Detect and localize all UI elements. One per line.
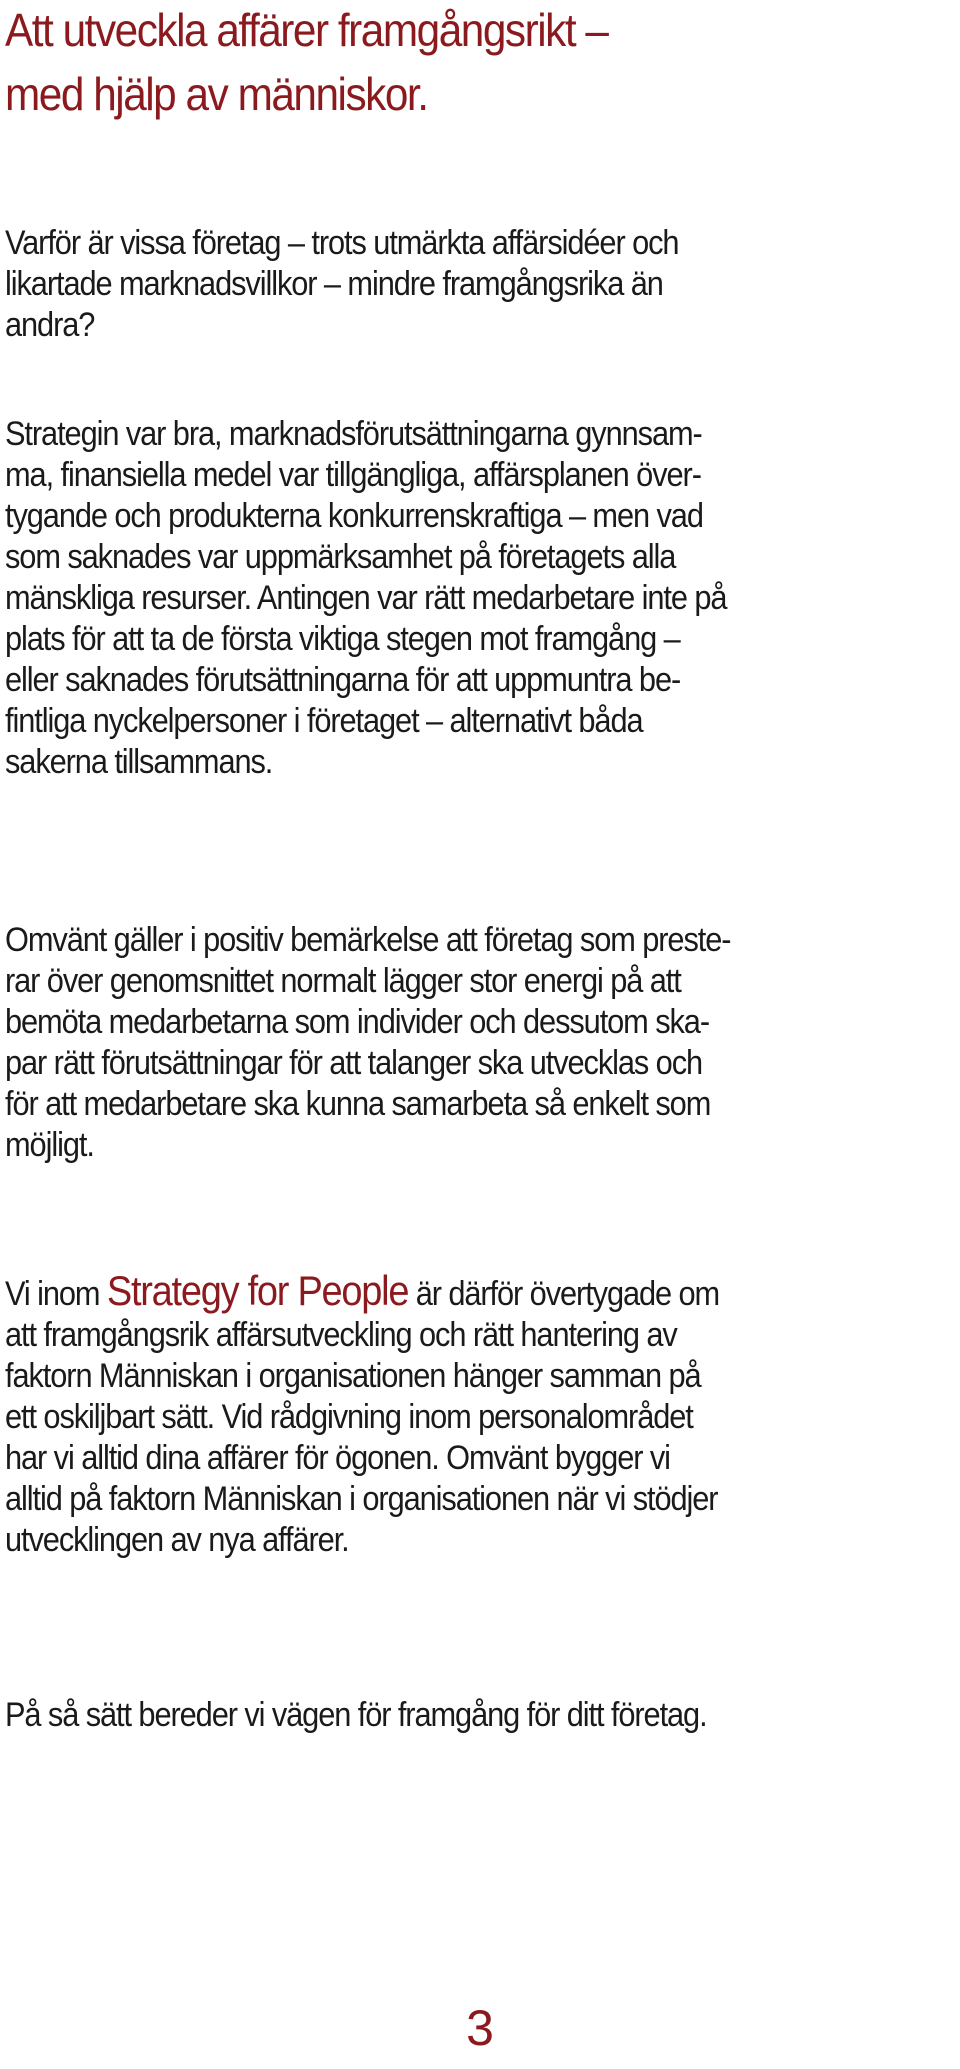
- paragraph-conversely: [5, 920, 955, 1166]
- page-number: 3: [466, 2000, 494, 2056]
- paragraph-line: bemöta medarbetarna som individer och dessutom ska-: [5, 1003, 709, 1041]
- paragraph-strategy-for-people: [5, 1267, 955, 1561]
- intro-line: Varför är vissa företag – trots utmärkta affärsidéer och: [5, 224, 679, 262]
- paragraph-line: har vi alltid dina affärer för ögonen. Omvänt bygger vi: [5, 1439, 670, 1477]
- title-line-2: med hjälp av människor.: [5, 68, 428, 120]
- paragraph-line: ma, finansiella medel var tillgängliga, affärsplanen över-: [5, 456, 701, 494]
- paragraph-line: att framgångsrik affärsutveckling och rätt hantering av: [5, 1316, 677, 1354]
- after-brand-text: är därför övertygade om: [408, 1275, 720, 1313]
- paragraph-line: eller saknades förutsättningarna för att uppmuntra be-: [5, 661, 681, 699]
- page-title: [5, 0, 960, 126]
- paragraph-line: ett oskiljbart sätt. Vid rådgivning inom personalområdet: [5, 1398, 693, 1436]
- title-line-1: Att utveckla affärer framgångsrikt –: [5, 4, 608, 56]
- paragraph-first-line: [5, 1267, 955, 1315]
- closing-sentence: [5, 1695, 955, 1736]
- paragraph-strategy: [5, 414, 955, 783]
- paragraph-line: alltid på faktorn Människan i organisationen när vi stödjer: [5, 1480, 718, 1518]
- brand-name: Strategy for People: [106, 1267, 409, 1314]
- paragraph-line: Omvänt gäller i positiv bemärkelse att företag som preste-: [5, 921, 731, 959]
- intro-question: [5, 223, 955, 346]
- paragraph-line: som saknades var uppmärksamhet på företagets alla: [5, 538, 676, 576]
- paragraph-line: mänskliga resurser. Antingen var rätt medarbetare inte på: [5, 579, 727, 617]
- paragraph-line: utvecklingen av nya affärer.: [5, 1521, 349, 1559]
- lead-text: Vi inom: [5, 1275, 107, 1313]
- paragraph-line: fintliga nyckelpersoner i företaget – alternativt båda: [5, 702, 643, 740]
- paragraph-line: plats för att ta de första viktiga stegen mot framgång –: [5, 620, 680, 658]
- intro-line: andra?: [5, 306, 95, 344]
- closing-line: På så sätt bereder vi vägen för framgång för ditt företag.: [5, 1696, 707, 1734]
- paragraph-line: Strategin var bra, marknadsförutsättningarna gynnsam-: [5, 415, 702, 453]
- paragraph-line: faktorn Människan i organisationen hänger samman på: [5, 1357, 701, 1395]
- intro-line: likartade marknadsvillkor – mindre framgångsrika än: [5, 265, 663, 303]
- paragraph-line: tygande och produkterna konkurrenskraftiga – men vad: [5, 497, 703, 535]
- paragraph-line: för att medarbetare ska kunna samarbeta så enkelt som: [5, 1085, 711, 1123]
- paragraph-line: sakerna tillsammans.: [5, 743, 273, 781]
- paragraph-line: par rätt förutsättningar för att talanger ska utvecklas och: [5, 1044, 703, 1082]
- paragraph-line: möjligt.: [5, 1126, 94, 1164]
- paragraph-line: rar över genomsnittet normalt lägger stor energi på att: [5, 962, 681, 1000]
- title-block: [5, 0, 960, 126]
